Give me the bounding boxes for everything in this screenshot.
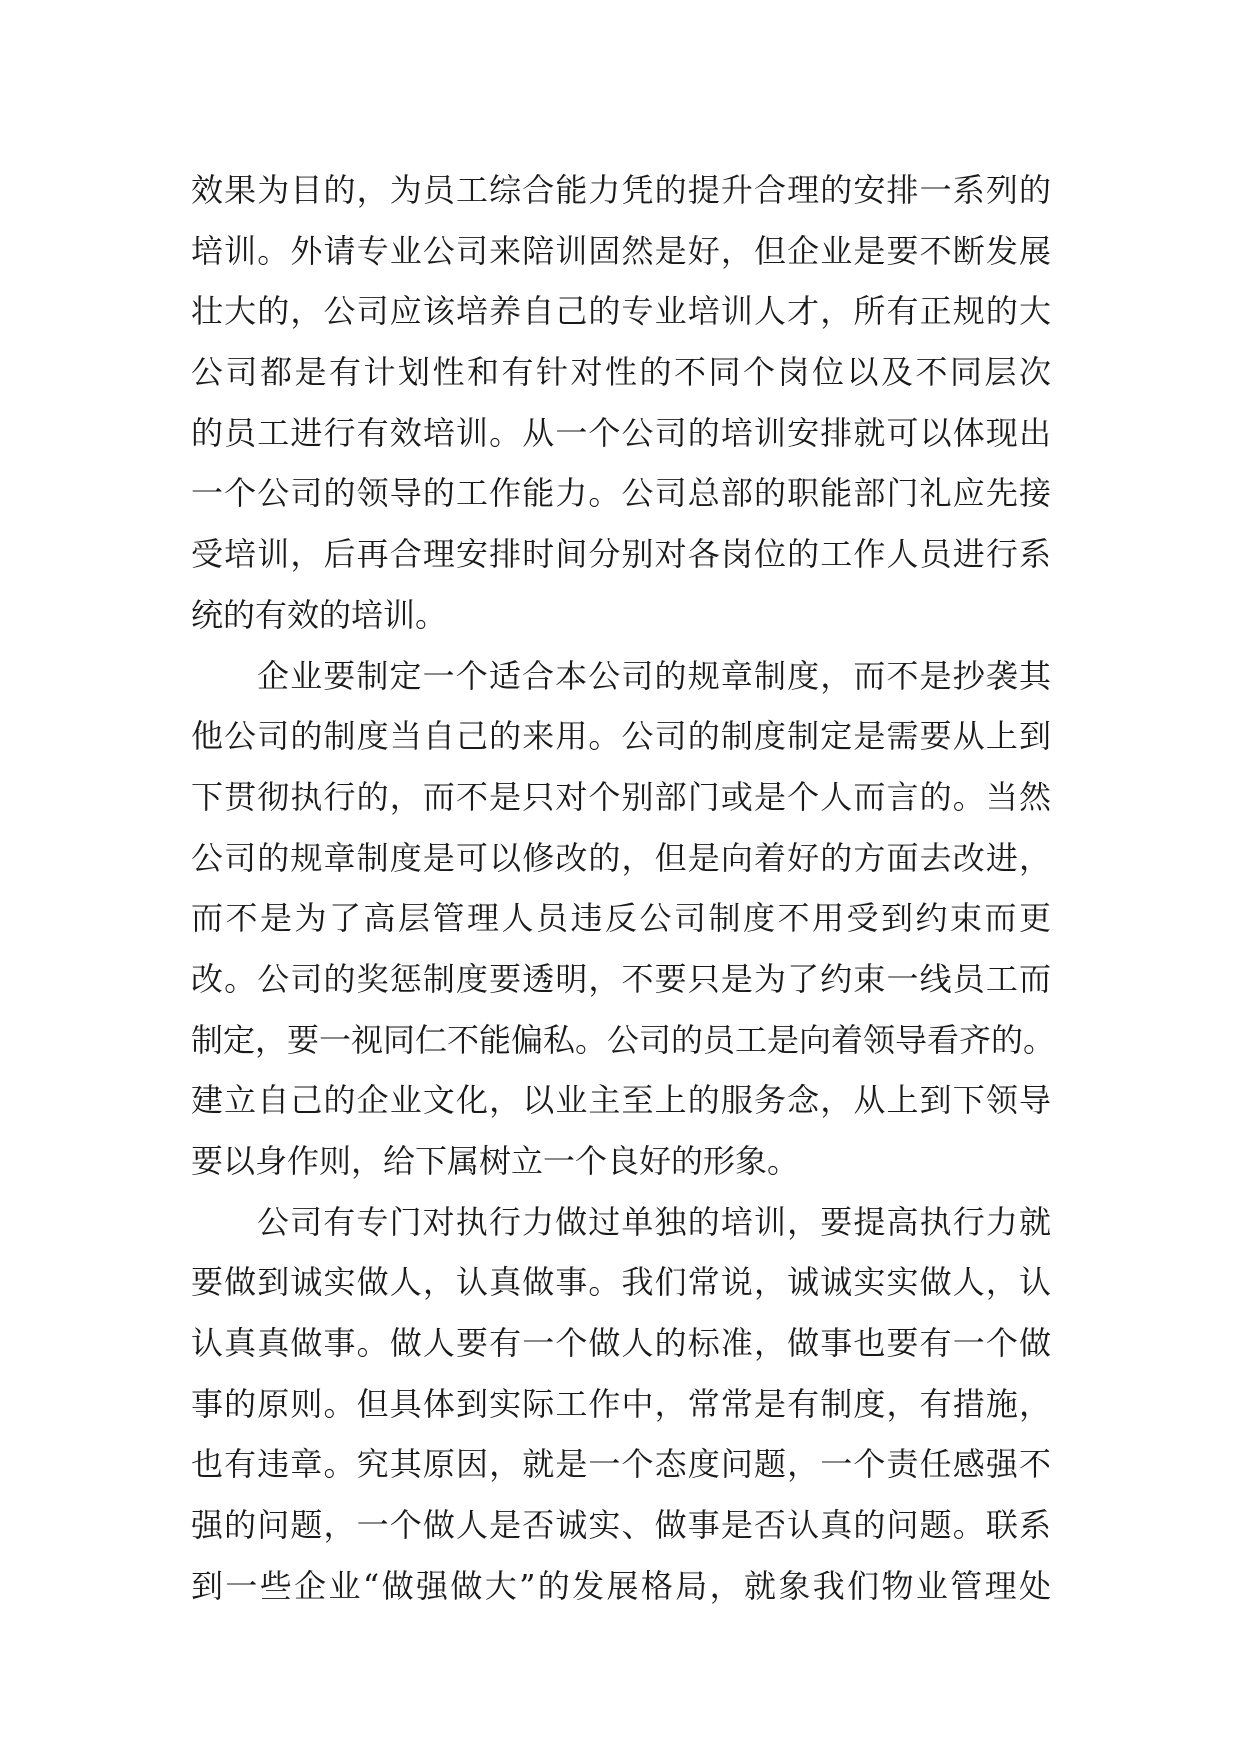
text-line: 受培训，后再合理安排时间分别对各岗位的工作人员进行系 bbox=[191, 535, 1051, 574]
text-line: 他公司的制度当自己的来用。公司的制度制定是需要从上到 bbox=[191, 717, 1051, 756]
text-line: 一个公司的领导的工作能力。公司总部的职能部门礼应先接 bbox=[191, 474, 1051, 513]
paragraph-3 bbox=[191, 1192, 1051, 1617]
text-line: 壮大的，公司应该培养自己的专业培训人才，所有正规的大 bbox=[191, 292, 1051, 331]
text-line: 到一些企业“做强做大”的发展格局，就象我们物业管理处 bbox=[191, 1566, 1051, 1605]
text-line: 的员工进行有效培训。从一个公司的培训安排就可以体现出 bbox=[191, 413, 1051, 452]
paragraph-2 bbox=[191, 646, 1056, 1192]
text-line: 事的原则。但具体到实际工作中，常常是有制度，有措施， bbox=[191, 1384, 1051, 1423]
text-line: 认真真做事。做人要有一个做人的标准，做事也要有一个做 bbox=[191, 1324, 1051, 1363]
text-line: 效果为目的，为员工综合能力凭的提升合理的安排一系列的 bbox=[191, 171, 1051, 209]
text-line: 建立自己的企业文化，以业主至上的服务念，从上到下领导 bbox=[191, 1081, 1051, 1120]
text-line: 公司都是有计划性和有针对性的不同个岗位以及不同层次 bbox=[191, 353, 1051, 392]
text-line: 强的问题，一个做人是否诚实、做事是否认真的问题。联系 bbox=[191, 1506, 1051, 1545]
text-line: 改。公司的奖惩制度要透明，不要只是为了约束一线员工而 bbox=[191, 959, 1051, 998]
paragraph-1 bbox=[191, 160, 1051, 646]
text-line: 要以身作则，给下属树立一个良好的形象。 bbox=[191, 1142, 800, 1180]
text-line: 制定，要一视同仁不能偏私。公司的员工是向着领导看齐的。 bbox=[191, 1020, 1056, 1059]
text-line: 下贯彻执行的，而不是只对个别部门或是个人而言的。当然 bbox=[191, 777, 1051, 816]
text-line: 也有违章。究其原因，就是一个态度问题，一个责任感强不 bbox=[191, 1445, 1051, 1484]
text-line: 公司的规章制度是可以修改的，但是向着好的方面去改进， bbox=[191, 838, 1051, 877]
text-line: 要做到诚实做人，认真做事。我们常说，诚诚实实做人，认 bbox=[191, 1263, 1051, 1302]
body-text bbox=[191, 160, 1056, 1617]
text-line: 而不是为了高层管理人员违反公司制度不用受到约束而更 bbox=[191, 899, 1051, 938]
text-line: 统的有效的培训。 bbox=[191, 595, 448, 634]
text-line: 培训。外请专业公司来陪训固然是好，但企业是要不断发展 bbox=[191, 231, 1051, 270]
text-line: 企业要制定一个适合本公司的规章制度，而不是抄袭其 bbox=[257, 656, 1051, 695]
text-line: 公司有专门对执行力做过单独的培训，要提高执行力就 bbox=[257, 1202, 1051, 1241]
